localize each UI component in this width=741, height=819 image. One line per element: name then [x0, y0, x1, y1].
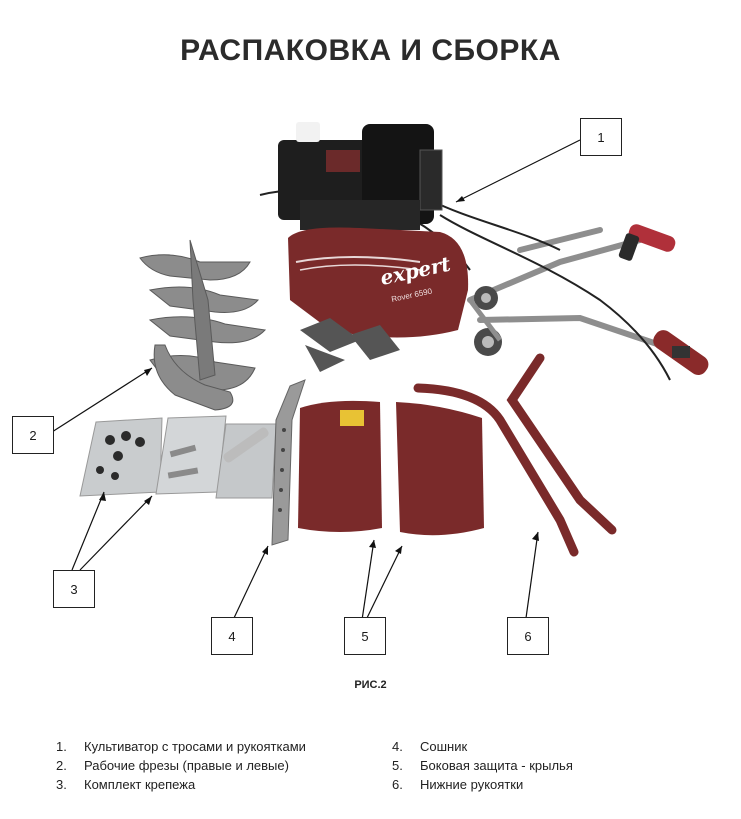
legend-item: [392, 775, 573, 794]
leader-line-3b: [80, 496, 152, 570]
page-title: РАСПАКОВКА И СБОРКА: [180, 34, 561, 67]
legend-text: Сошник: [420, 739, 468, 754]
leader-line-1: [456, 140, 580, 202]
callout-5: 5: [344, 617, 386, 655]
handle-grip-lower: [650, 327, 712, 379]
legend-right: [392, 737, 573, 794]
engine: [278, 122, 442, 230]
legend-item: [56, 737, 306, 756]
legend-item: [56, 756, 306, 775]
legend-text: Культиватор с тросами и рукоятками: [84, 739, 306, 754]
leader-line-4: [234, 546, 268, 618]
brand-model: Rover 6590: [390, 286, 433, 304]
hardware-bags: [80, 416, 276, 498]
legend-item: [56, 775, 306, 794]
legend-text: Комплект крепежа: [84, 777, 196, 792]
legend-number: 3.: [56, 777, 67, 792]
callout-4: 4: [211, 617, 253, 655]
callout-2: 2: [12, 416, 54, 454]
legend-number: 2.: [56, 758, 67, 773]
callout-6: 6: [507, 617, 549, 655]
legend-item: [392, 756, 573, 775]
leader-line-3a: [72, 492, 104, 570]
legend-number: 5.: [392, 758, 403, 773]
legend-text: Рабочие фрезы (правые и левые): [84, 758, 289, 773]
brand-logo: expert: [378, 251, 453, 290]
callout-3: 3: [53, 570, 95, 608]
legend-left: [56, 737, 306, 794]
leader-line-6: [526, 532, 538, 618]
cultivator-hood: [288, 227, 468, 337]
side-guards: [298, 401, 484, 535]
legend-number: 4.: [392, 739, 403, 754]
callout-1: 1: [580, 118, 622, 156]
handle-grip-upper: [618, 222, 677, 261]
tiller-blades: [140, 240, 265, 410]
legend-number: 6.: [392, 777, 403, 792]
legend-text: Боковая защита - крылья: [420, 758, 573, 773]
figure-label: РИС.2: [354, 679, 387, 691]
legend-item: [392, 737, 573, 756]
legend-number: 1.: [56, 739, 67, 754]
legend-text: Нижние рукоятки: [420, 777, 524, 792]
